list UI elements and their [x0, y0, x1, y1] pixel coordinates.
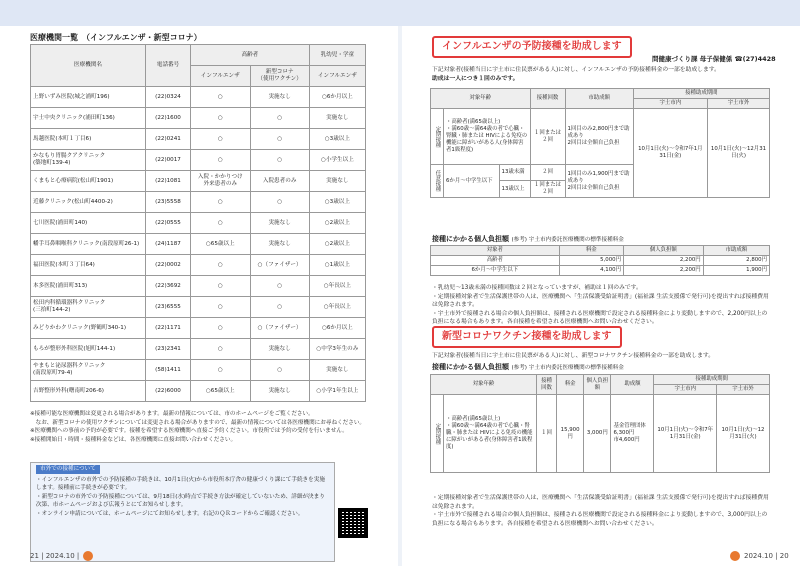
table-row [31, 234, 366, 255]
clinic-flu: ○ [191, 360, 251, 381]
clinic-name: 上野いずみ医院(城之浦町196) [31, 87, 146, 108]
clinic-phone: (22)1171 [146, 318, 191, 339]
flu-fee-title: 接種にかかる個人負担額 [432, 235, 509, 243]
t4-out-period: 10月1日(火)〜12月31日(火) [717, 395, 770, 473]
clinic-table [30, 44, 366, 402]
clinic-phone: (22)6000 [146, 381, 191, 402]
flu-fee-table [430, 245, 770, 276]
clinic-child: ○1歳以上 [309, 255, 365, 276]
clinic-covid: ○（ファイザー） [250, 255, 309, 276]
clinic-covid: 実施なし [250, 234, 309, 255]
clinic-child: ○6か月以上 [309, 318, 365, 339]
covid-fee-heading [432, 362, 624, 372]
t3-h-aid: 市助成額 [703, 246, 769, 256]
clinic-flu: ○ [191, 87, 251, 108]
t4-h-fee: 料金 [557, 375, 584, 395]
clinic-child: ○3歳以上 [309, 192, 365, 213]
clinic-child: 実施なし [309, 171, 365, 192]
clinic-covid: ○ [250, 150, 309, 171]
clinic-flu: ○ [191, 150, 251, 171]
table-row [31, 276, 366, 297]
left-page [0, 26, 398, 546]
t4-aid: 基金管理団体6,300円 市4,600円 [611, 395, 654, 473]
table-row [31, 213, 366, 234]
clinic-covid: ○ [250, 108, 309, 129]
right-page-number: 2024.10 | 20 [744, 552, 789, 560]
top-band [0, 0, 800, 26]
clinic-covid: ○ [250, 192, 309, 213]
clinic-phone: (22)0241 [146, 129, 191, 150]
clinic-covid: 実施なし [250, 87, 309, 108]
t2-g1-times: １回または２回 [530, 109, 565, 165]
table-row [31, 150, 366, 171]
clinic-covid: 入院患者のみ [250, 171, 309, 192]
clinic-phone: (22)3692 [146, 276, 191, 297]
t2-h-aid: 市助成額 [565, 89, 633, 109]
clinic-phone: (22)0324 [146, 87, 191, 108]
clinic-flu: ○ [191, 318, 251, 339]
clinic-phone: (23)5558 [146, 192, 191, 213]
box-line: ・インフルエンザの市外での予防接種の手続きは、10月1日(火)から市役所本庁舎の健康づくり課にて手続きを実施します。接種前に手続きが必要です。 [36, 476, 325, 492]
clinic-child: ○小学1年生以上 [309, 381, 365, 402]
t2-g2-aid: 1回目のみ1,900円まで助成あり 2回目は全額自己負担 [565, 165, 633, 198]
t3-cell: 2,200円 [623, 266, 703, 276]
t2-g2-sub1: 13歳未満 [499, 165, 530, 181]
t4-in-period: 10月1日(火)〜令和7年1月31日(金) [654, 395, 717, 473]
covid-table [430, 374, 770, 473]
clinic-name: くまもと心療病院(松山町1901) [31, 171, 146, 192]
clinic-flu: ○ [191, 276, 251, 297]
t3-cell: 高齢者 [431, 256, 560, 266]
note-line: ・乳幼児〜13歳未満の接種回数は２回となっていますが、補助は１回のみです。 [432, 285, 642, 291]
left-footer [30, 546, 93, 566]
box-title: 市外での接種について [36, 465, 100, 474]
clinic-covid: ○（ファイザー） [250, 318, 309, 339]
right-footer [730, 546, 789, 566]
clinic-phone: (22)1081 [146, 171, 191, 192]
clinic-phone: (22)0017 [146, 150, 191, 171]
clinic-covid: ○ [250, 129, 309, 150]
right-page [402, 26, 800, 546]
clinic-child: 実施なし [309, 360, 365, 381]
note-line: ・定期接種対象者で生活保護世帯の人は、医療機関へ「生活保護受給証明書」(福祉課 生活支援係で発行可)を提出すれば接種費用は免除されます。 [432, 495, 769, 510]
table-row [31, 171, 366, 192]
box-line: ・オンライン申請については、ホームページにてお知らせします。右記のＱＲコードからご確認ください。 [36, 510, 304, 517]
t4-h-aid: 助成額 [611, 375, 654, 395]
clinic-phone: (24)1187 [146, 234, 191, 255]
flu-intro: 下記対象者(接種当日に宇土市に住民票がある人)に対し、インフルエンザの予防接種料金の一部を助成します。 [432, 67, 720, 73]
clinic-covid: ○ [250, 297, 309, 318]
clinic-phone: (22)1600 [146, 108, 191, 129]
clinic-covid: 実施なし [250, 381, 309, 402]
clinic-phone: (23)6555 [146, 297, 191, 318]
t4-self: 3,000円 [584, 395, 611, 473]
clinic-phone: (22)0002 [146, 255, 191, 276]
t2-g2-times1: ２回 [530, 165, 565, 181]
clinic-flu: ○ [191, 108, 251, 129]
clinic-child: ○2歳以上 [309, 234, 365, 255]
uto-logo-icon [83, 551, 93, 561]
t3-h-fee: 料金 [559, 246, 623, 256]
table-row [31, 87, 366, 108]
clinic-flu: ○65歳以上 [191, 234, 251, 255]
clinic-child: 実施なし [309, 108, 365, 129]
t3-h-self: 個人負担額 [623, 246, 703, 256]
t2-h-out: 宇土市外 [707, 99, 769, 109]
t2-h-times: 接種回数 [530, 89, 565, 109]
t2-g2-sub2: 13歳以上 [499, 181, 530, 198]
table-row [31, 108, 366, 129]
t4-h-period: 接種助成期間 [654, 375, 770, 385]
col-flu: インフルエンザ [191, 66, 251, 87]
clinic-name: 七川医院(浦田町140) [31, 213, 146, 234]
t4-h-out: 宇土市外 [717, 385, 770, 395]
t4-h-times: 接種回数 [537, 375, 557, 395]
note-line: ・定期接種対象者で生活保護世帯の人は、医療機関へ「生活保護受給証明書」(福祉課 生活支援係で発行可)を提出すれば接種費用は免除されます。 [432, 293, 769, 309]
clinic-name: 松田内科循環器科クリニック (三拾町144-2) [31, 297, 146, 318]
table-row [31, 381, 366, 402]
table-row [31, 129, 366, 150]
clinic-name: 幡手耳鼻咽喉科クリニック(南段原町26-1) [31, 234, 146, 255]
note-line: ・宇土市外で接種される場合の個人負担額は、接種される医療機関で設定される接種料金により変動しますので、3,000円以上の負担になる場合もあります。各自接種を希望される医療機関へお問い合わせください。 [432, 512, 768, 527]
clinic-covid: 実施なし [250, 339, 309, 360]
clinic-child: ○小学生以上 [309, 150, 365, 171]
clinic-flu: ○ [191, 339, 251, 360]
clinic-flu: ○ [191, 255, 251, 276]
t3-h-target: 対象者 [431, 246, 560, 256]
note-line: ※接種可能な医療機関は変更される場合があります。最新の情報については、市のホームページをご覧ください。 [30, 411, 314, 417]
covid-fee-title: 接種にかかる個人負担額 [432, 363, 509, 371]
clinic-name: 本多医院(浦田町313) [31, 276, 146, 297]
table-row [31, 318, 366, 339]
t4-times: １回 [537, 395, 557, 473]
clinic-child: ○2歳以上 [309, 213, 365, 234]
flu-fee-note: (参考) 宇土市内委託医療機関の標準接種料金 [511, 237, 624, 243]
t4-h-target: 対象年齢 [431, 375, 537, 395]
covid-banner: 新型コロナワクチン接種を助成します [432, 326, 622, 348]
covid-intro: 下記対象者(接種当日に宇土市に住民票がある人)に対し、新型コロナワクチン接種料金の一部を助成します。 [432, 353, 715, 359]
t4-target: ・高齢者(満65歳以上) ・満60歳〜満64歳の者で心臓・腎臓・肺または HIVによる免疫の機能に障がいがある者(身体障害者1級程度) [444, 395, 537, 473]
clinic-flu: 入院・かかりつけ 外来患者のみ [191, 171, 251, 192]
col-covid: 新型コロナ （使用ワクチン） [250, 66, 309, 87]
clinic-covid: ○ [250, 360, 309, 381]
col-elder: 高齢者 [191, 45, 310, 66]
col-flu2: インフルエンザ [309, 66, 365, 87]
t4-fee: 15,900円 [557, 395, 584, 473]
t2-h-target: 対象年齢 [431, 89, 531, 109]
box-line: ・新型コロナの市外での予防接種については、9月18日(水)時点で手続き方法が確定していないため、詳細が決まり次第、市ホームページおよび広報うとにてお知らせします。 [36, 493, 325, 509]
clinic-name: 馬越医院(本町１丁目6) [31, 129, 146, 150]
t4-group: 定期接種 [431, 395, 444, 473]
t3-cell: 2,200円 [623, 256, 703, 266]
clinic-child: ○中学3年生のみ [309, 339, 365, 360]
t2-group1: 定期接種 [431, 109, 444, 165]
note-line: なお、新型コロナの使用ワクチンについては変更される場合がありますので、最新の情報については各医療機関にお尋ねください。 [30, 419, 366, 426]
t2-h-period: 接種助成期間 [633, 89, 769, 99]
note-line: ※医療機関への事前の予約が必要です。接種を希望する医療機関へ直接ご予約ください。市役所では予約の受付を行いません。 [30, 428, 348, 435]
clinic-flu: ○65歳以上 [191, 381, 251, 402]
clinic-flu: ○ [191, 129, 251, 150]
t2-group2: 任意接種 [431, 165, 444, 198]
clinic-phone: (23)2341 [146, 339, 191, 360]
clinic-phone: (58)1411 [146, 360, 191, 381]
col-phone: 電話番号 [146, 45, 191, 87]
uto-logo-icon [730, 551, 740, 561]
t3-cell: 1,900円 [703, 266, 769, 276]
flu-notes [432, 284, 772, 327]
clinic-covid: ○ [250, 276, 309, 297]
table-row [31, 192, 366, 213]
covid-notes [432, 494, 772, 528]
t2-g1-target: ・高齢者(満65歳以上) ・満60歳〜満64歳の者で心臓・腎臓・肺または HIVによる免疫の機能に障がいがある人(身体障害者1級程度) [444, 109, 531, 165]
t4-h-in: 宇土市内 [654, 385, 717, 395]
clinic-name: もろが整形外科医院(旭町144-1) [31, 339, 146, 360]
clinic-name: 近藤クリニック(松山町4400-2) [31, 192, 146, 213]
clinic-child: ○年長以上 [309, 297, 365, 318]
clinic-phone: (22)0555 [146, 213, 191, 234]
left-notes [30, 410, 370, 444]
t2-g2-target: 6か月〜中学生以下 [444, 165, 500, 198]
flu-fee-heading [432, 234, 624, 244]
left-title: 医療機関一覧 （インフルエンザ・新型コロナ） [30, 33, 202, 42]
col-name: 医療機関名 [31, 45, 146, 87]
clinic-name: かなもり胃腸クアクリニック (築地町139-4) [31, 150, 146, 171]
clinic-flu: ○ [191, 192, 251, 213]
t3-cell: 4,100円 [559, 266, 623, 276]
table-row [431, 266, 770, 276]
col-child: 乳幼児・学童 [309, 45, 365, 66]
clinic-name: やまもと泌尿器科クリニック (南段原町79-4) [31, 360, 146, 381]
clinic-name: みどりかわクリニック(野鶴町340-1) [31, 318, 146, 339]
clinic-child: ○年長以上 [309, 276, 365, 297]
t3-cell: 6か月〜中学生以下 [431, 266, 560, 276]
table-row [431, 256, 770, 266]
clinic-name: 吉野整形外科(曙南町206-6) [31, 381, 146, 402]
note-line: ※接種開始日・時間・接種料金などは、各医療機関に直接お問い合わせください。 [30, 436, 237, 443]
table-row [31, 360, 366, 381]
t3-cell: 2,800円 [703, 256, 769, 266]
t2-in-period: 10月1日(火)〜令和7年1月31日(金) [633, 109, 707, 198]
clinic-child: ○6か月以上 [309, 87, 365, 108]
table-row [31, 339, 366, 360]
table-row [31, 297, 366, 318]
t2-g1-aid: 1回目のみ2,800円まで助成あり 2回目は全額自己負担 [565, 109, 633, 165]
t3-cell: 5,000円 [559, 256, 623, 266]
t2-h-in: 宇土市内 [633, 99, 707, 109]
clinic-name: 福田医院(本町３丁目64) [31, 255, 146, 276]
table-row [31, 255, 366, 276]
clinic-name: 宇士中央クリニック(浦田町136) [31, 108, 146, 129]
t4-h-self: 個人負担額 [584, 375, 611, 395]
flu-aid-table [430, 88, 770, 198]
t2-out-period: 10月1日(火)〜12月31日(火) [707, 109, 769, 198]
clinic-flu: ○ [191, 297, 251, 318]
flu-banner: インフルエンザの予防接種を助成します [432, 36, 632, 58]
note-line: ・宇土市外で接種される場合の個人負担額は、接種される医療機関で設定される接種料金により変動しますので、2,200円以上の負担になる場合もあります。各自接種を希望される医療機関へお問い合わせください。 [432, 310, 768, 326]
qr-code-icon[interactable] [338, 508, 368, 538]
clinic-child: ○3歳以上 [309, 129, 365, 150]
clinic-flu: ○ [191, 213, 251, 234]
flu-intro-bold: 助成は一人につき１回のみです。 [432, 76, 519, 82]
t2-g2-times2: １回または２回 [530, 181, 565, 198]
clinic-covid: 実施なし [250, 213, 309, 234]
covid-fee-note: (参考) 宇土市内委託医療機関の標準接種料金 [511, 365, 624, 371]
dept-contact: 問健康づくり課 母子保健係 ☎(27)4428 [652, 55, 776, 63]
left-page-number: 21 | 2024.10 | [30, 552, 80, 560]
